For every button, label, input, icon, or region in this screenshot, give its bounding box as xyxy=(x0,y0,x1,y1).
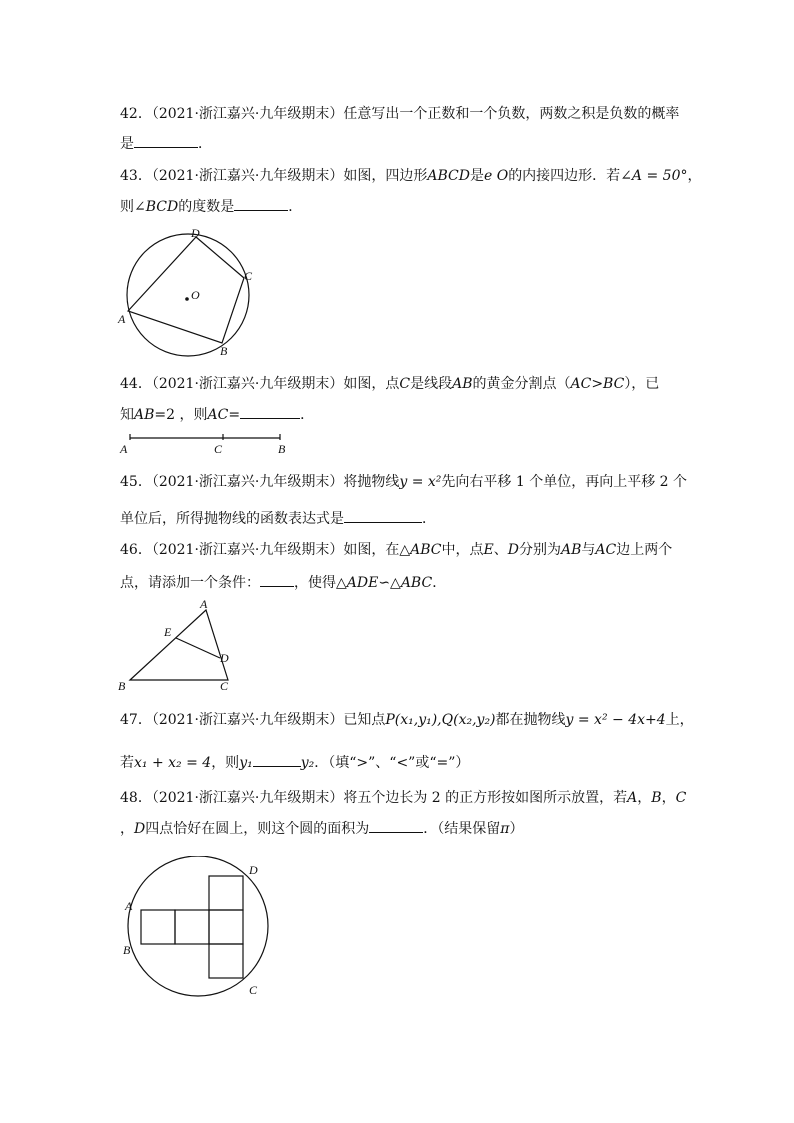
q43-text: 如图，四边形 xyxy=(343,168,428,184)
q48-label-a: A xyxy=(125,899,133,913)
q48-math-pi: π xyxy=(500,821,510,837)
q43-text: 的内接四边形．若 xyxy=(508,168,621,184)
q45-text: 先向右平移 1 个单位，再向上平移 2 个 xyxy=(441,474,688,490)
q48-line-2 xyxy=(120,818,523,839)
q48-label-d: D xyxy=(249,863,258,877)
q44-label-c: C xyxy=(214,442,223,456)
q43-quadrilateral xyxy=(128,237,244,343)
q48-math-a: A xyxy=(627,790,638,806)
q43-circle xyxy=(127,234,249,356)
q46-number: 46． xyxy=(120,542,152,558)
q43-text: 是 xyxy=(469,168,484,184)
q45-math-parabola: y = x² xyxy=(399,474,442,490)
q48-math-d: D xyxy=(134,821,146,837)
q46-math-ab: AB xyxy=(560,542,582,558)
q46-label-b: B xyxy=(118,679,126,693)
q43-label-b: B xyxy=(220,344,228,358)
q43-label-o: O xyxy=(191,288,200,302)
q47-line-1 xyxy=(120,710,694,730)
q48-answer-blank[interactable] xyxy=(369,818,423,833)
q44-text: > xyxy=(591,376,604,392)
q48-square-4 xyxy=(209,910,243,944)
q43-math-circle-o: e O xyxy=(483,168,509,184)
q46-text: ，使得 xyxy=(294,575,336,591)
q44-math-bc: BC xyxy=(603,376,625,392)
q44-math-c: C xyxy=(399,376,411,392)
q44-text: 是线段 xyxy=(410,376,453,392)
q43-label-c: C xyxy=(244,269,253,283)
q46-answer-blank[interactable] xyxy=(260,572,294,587)
q48-label-c: C xyxy=(249,983,258,997)
q47-number: 47． xyxy=(120,712,152,728)
q42-line-1 xyxy=(120,104,679,124)
q48-square-3 xyxy=(209,876,243,910)
q45-answer-blank[interactable] xyxy=(344,508,422,523)
q48-text: ．（结果保留 xyxy=(423,821,501,837)
q43-label-a: A xyxy=(118,312,126,326)
q48-text: ， xyxy=(637,790,652,806)
q46-label-c: C xyxy=(220,679,229,693)
q43-math-angle-a: ∠A = 50° xyxy=(620,168,688,184)
q42-answer-blank[interactable] xyxy=(134,133,198,148)
q48-label-b: B xyxy=(123,943,131,957)
q43-answer-blank[interactable] xyxy=(234,196,288,211)
q44-figure xyxy=(112,428,302,458)
q46-label-d: D xyxy=(220,651,229,665)
q46-text: 分别为 xyxy=(518,542,561,558)
q48-number: 48． xyxy=(120,790,152,806)
q44-line-2 xyxy=(120,404,314,425)
q44-text: =2 ，则 xyxy=(154,407,208,423)
q46-end: ． xyxy=(432,575,447,591)
q44-text: 如图，点 xyxy=(343,376,400,392)
q44-line-1 xyxy=(120,374,659,394)
q47-math-points: P(x₁,y₁),Q(x₂,y₂) xyxy=(385,712,496,728)
q47-math-sum: x₁ + x₂ = 4 xyxy=(134,755,212,771)
q46-text: 边上两个 xyxy=(616,542,673,558)
q43-math-abcd: ABCD xyxy=(427,168,470,184)
q42-text: 任意写出一个正数和一个负数，两数之积是负数的概率 xyxy=(343,106,680,122)
q42-line-2 xyxy=(120,133,212,154)
q44-answer-blank[interactable] xyxy=(240,404,300,419)
q44-label-a: A xyxy=(120,442,128,456)
q46-text: 如图，在 xyxy=(343,542,400,558)
q45-source: （2021·浙江嘉兴·九年级期末） xyxy=(151,474,344,490)
q48-figure xyxy=(115,856,285,1001)
q44-math-ab: AB xyxy=(134,407,155,423)
q48-source: （2021·浙江嘉兴·九年级期末） xyxy=(151,790,344,806)
q47-text: 上， xyxy=(665,712,694,728)
q43-text: 则 xyxy=(120,199,134,215)
q46-segment-ed xyxy=(176,638,220,658)
q45-line-2 xyxy=(120,508,436,529)
q48-text: ， xyxy=(661,790,676,806)
q46-label-a: A xyxy=(200,597,208,611)
q46-text: 与 xyxy=(581,542,596,558)
q47-answer-blank[interactable] xyxy=(253,752,301,767)
q46-source: （2021·浙江嘉兴·九年级期末） xyxy=(151,542,344,558)
q44-math-ab: AB xyxy=(452,376,473,392)
q47-math-parabola: y = x² − 4x+4 xyxy=(565,712,666,728)
q44-text: 知 xyxy=(120,407,134,423)
q44-source: （2021·浙江嘉兴·九年级期末） xyxy=(151,376,344,392)
q48-math-c: C xyxy=(675,790,687,806)
q44-math-ac: AC xyxy=(207,407,229,423)
q46-math-d: D xyxy=(507,542,519,558)
q48-math-b: B xyxy=(651,790,662,806)
q45-end: ． xyxy=(422,511,436,527)
q46-triangle-abc xyxy=(130,610,228,680)
q46-text: 、 xyxy=(493,542,508,558)
q48-square-5 xyxy=(209,944,243,978)
q44-text: 的黄金分割点（ xyxy=(472,376,571,392)
q45-text: 将抛物线 xyxy=(343,474,400,490)
q47-text: ，则 xyxy=(211,755,240,771)
q47-text: 已知点 xyxy=(343,712,386,728)
q44-label-b: B xyxy=(278,442,286,456)
q47-source: （2021·浙江嘉兴·九年级期末） xyxy=(151,712,344,728)
q44-end: ． xyxy=(300,407,315,423)
q43-math-angle-bcd: ∠BCD xyxy=(134,199,179,215)
q46-text: 中，点 xyxy=(441,542,484,558)
q47-math-y2: y₂ xyxy=(300,755,315,771)
q42-text-2: 是 xyxy=(120,136,134,152)
q48-square-2 xyxy=(175,910,209,944)
q44-math-ac: AC xyxy=(570,376,592,392)
q48-text: ， xyxy=(120,821,134,837)
q48-text: 将五个边长为 2 的正方形按如图所示放置，若 xyxy=(343,790,628,806)
q45-text: 单位后，所得抛物线的函数表达式是 xyxy=(120,511,344,527)
q46-math-e: E xyxy=(483,542,494,558)
q47-line-2 xyxy=(120,752,469,773)
q48-square-1 xyxy=(141,910,175,944)
q47-math-y1: y₁ xyxy=(239,755,253,771)
q47-text: 若 xyxy=(120,755,134,771)
q43-text: 的度数是 xyxy=(178,199,235,215)
q44-number: 44． xyxy=(120,376,152,392)
q42-source: （2021·浙江嘉兴·九年级期末） xyxy=(151,106,344,122)
q48-line-1 xyxy=(120,788,686,808)
q43-number: 43． xyxy=(120,168,152,184)
q46-math-similar: △ADE∽△ABC xyxy=(336,575,433,591)
q48-circle xyxy=(128,856,268,996)
q44-text: ），已 xyxy=(624,376,660,392)
q47-text: ．（填“>”、“<”或“=”） xyxy=(314,755,470,771)
q43-text: ， xyxy=(687,168,702,184)
q43-line-1 xyxy=(120,166,701,186)
q48-text: ） xyxy=(509,821,524,837)
q43-figure xyxy=(110,225,270,365)
q46-math-ac: AC xyxy=(595,542,617,558)
q44-text: = xyxy=(228,407,241,423)
q45-number: 45． xyxy=(120,474,152,490)
q43-line-2 xyxy=(120,196,302,217)
q42-end: ． xyxy=(198,136,212,152)
q48-text: 四点恰好在圆上，则这个圆的面积为 xyxy=(145,821,370,837)
q46-figure xyxy=(114,596,244,696)
q43-center-dot xyxy=(185,297,189,301)
q46-line-1 xyxy=(120,540,672,560)
q46-text: 点，请添加一个条件： xyxy=(120,575,260,591)
q43-end: ． xyxy=(288,199,303,215)
q43-label-d: D xyxy=(191,226,200,240)
q43-source: （2021·浙江嘉兴·九年级期末） xyxy=(151,168,344,184)
q47-text: 都在抛物线 xyxy=(495,712,566,728)
q46-label-e: E xyxy=(164,625,172,639)
q42-number: 42． xyxy=(120,106,152,122)
q45-line-1 xyxy=(120,472,687,492)
q46-math-triangle: △ABC xyxy=(399,542,442,558)
q46-line-2 xyxy=(120,572,446,593)
